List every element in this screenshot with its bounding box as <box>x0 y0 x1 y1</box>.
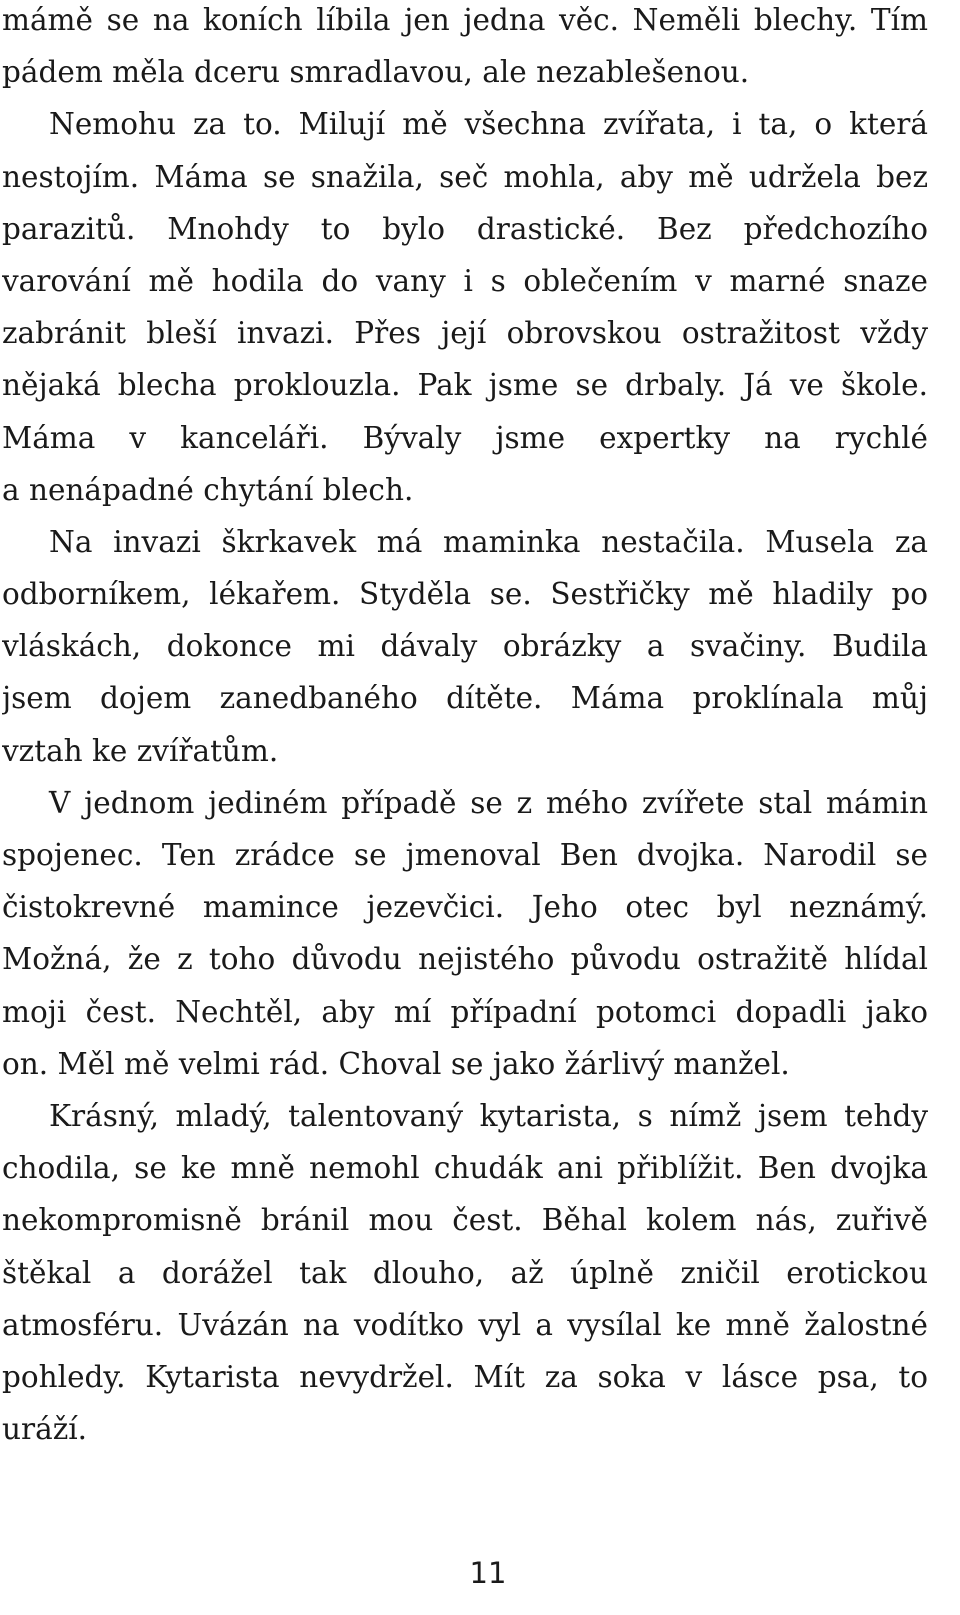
text-line: V jednom jediném případě se z mého zvířete stal mámin <box>49 785 928 820</box>
text-line: pohledy. Kytarista nevydržel. Mít za soka v lásce psa, to <box>2 1359 928 1394</box>
text-line: nestojím. Máma se snažila, seč mohla, aby mě udržela bez <box>2 159 928 194</box>
text-line: parazitů. Mnohdy to bylo drastické. Bez předchozího <box>2 211 928 246</box>
text-line: Máma v kanceláři. Bývaly jsme expertky na rychlé <box>2 420 928 455</box>
text-line: vláskách, dokonce mi dávaly obrázky a svačiny. Budila <box>2 629 928 664</box>
text-line: varování mě hodila do vany i s oblečením v marné snaze <box>2 263 928 298</box>
text-line: odborníkem, lékařem. Styděla se. Sestřičky mě hladily po <box>2 577 928 612</box>
text-line: vztah ke zvířatům. <box>2 733 279 768</box>
text-line: moji čest. Nechtěl, aby mí případní potomci dopadli jako <box>2 994 928 1029</box>
text-line: atmosféru. Uvázán na vodítko vyl a vysílal ke mně žalostné <box>2 1307 928 1342</box>
text-line: on. Měl mě velmi rád. Choval se jako žárlivý manžel. <box>2 1046 790 1081</box>
text-line: a nenápadné chytání blech. <box>2 472 414 507</box>
text-line: Možná, že z toho důvodu nejistého původu ostražitě hlídal <box>2 942 928 977</box>
text-line: Na invazi škrkavek má maminka nestačila. Musela za <box>49 524 928 559</box>
body-text <box>2 0 928 1455</box>
text-line: čistokrevné mamince jezevčici. Jeho otec byl neznámý. <box>2 890 928 925</box>
page-number: 11 <box>469 1556 507 1590</box>
text-line: štěkal a dorážel tak dlouho, až úplně zničil erotickou <box>2 1255 928 1290</box>
text-line: spojenec. Ten zrádce se jmenoval Ben dvojka. Narodil se <box>2 838 928 872</box>
text-line: nějaká blecha proklouzla. Pak jsme se drbaly. Já ve škole. <box>2 368 928 403</box>
text-line: chodila, se ke mně nemohl chudák ani přiblížit. Ben dvojka <box>2 1151 928 1186</box>
text-line: uráží. <box>2 1412 88 1447</box>
text-line: nekompromisně bránil mou čest. Běhal kolem nás, zuřivě <box>2 1203 928 1238</box>
text-line: jsem dojem zanedbaného dítěte. Máma proklínala můj <box>2 681 928 716</box>
text-line: mámě se na koních líbila jen jedna věc. Neměli blechy. Tím <box>2 3 928 37</box>
text-line: zabránit bleší invazi. Přes její obrovskou ostražitost vždy <box>2 316 928 351</box>
text-line: pádem měla dceru smradlavou, ale nezablešenou. <box>2 55 750 90</box>
text-line: Nemohu za to. Milují mě všechna zvířata, i ta, o která <box>49 107 928 142</box>
text-line: Krásný, mladý, talentovaný kytarista, s nímž jsem tehdy <box>49 1098 928 1133</box>
